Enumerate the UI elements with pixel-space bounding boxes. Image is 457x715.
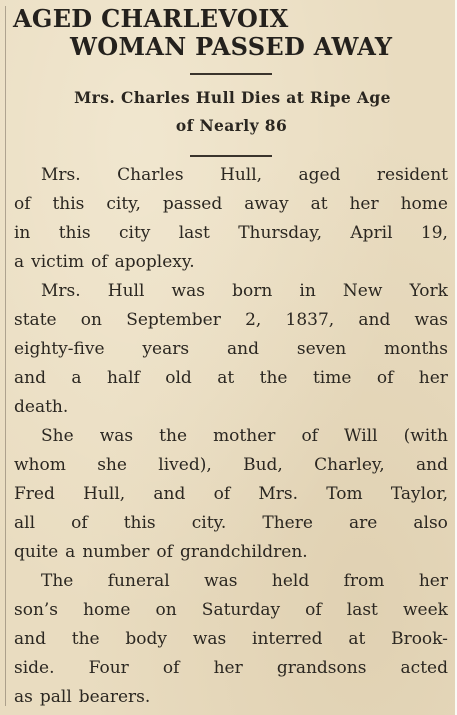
body-line: eighty-five years and seven months — [14, 339, 448, 359]
column-rule — [5, 6, 6, 706]
body-line: death. — [14, 397, 69, 417]
body-line: Mrs. Charles Hull, aged resident — [41, 165, 448, 185]
body-line: Mrs. Hull was born in New York — [41, 281, 448, 301]
body-line: in this city last Thursday, April 19, — [14, 223, 448, 243]
body-line: side. Four of her grandsons acted — [14, 658, 448, 678]
body-line: and a half old at the time of her — [14, 368, 448, 388]
body-line: of this city, passed away at her home — [14, 194, 448, 214]
divider-rule-top — [190, 73, 272, 75]
body-line: all of this city. There are also — [14, 513, 448, 533]
body-line: The funeral was held from her — [41, 571, 448, 591]
body-line: son’s home on Saturday of last week — [14, 600, 448, 620]
body-line: whom she lived), Bud, Charley, and — [14, 455, 448, 475]
body-line: She was the mother of Will (with — [41, 426, 448, 446]
body-line: Fred Hull, and of Mrs. Tom Taylor, — [14, 484, 448, 504]
body-line: quite a number of grandchildren. — [14, 542, 308, 562]
subheadline-line-1: Mrs. Charles Hull Dies at Ripe Age — [74, 88, 391, 107]
body-line: state on September 2, 1837, and was — [14, 310, 448, 330]
divider-rule-bottom — [190, 155, 272, 157]
body-line: and the body was interred at Brook- — [14, 629, 448, 649]
body-line: as pall bearers. — [14, 687, 151, 707]
headline-line-2: WOMAN PASSED AWAY — [70, 32, 393, 61]
headline-line-1: AGED CHARLEVOIX — [13, 4, 289, 33]
subheadline-line-2: of Nearly 86 — [175, 116, 288, 135]
body-line: a victim of apoplexy. — [14, 252, 195, 272]
